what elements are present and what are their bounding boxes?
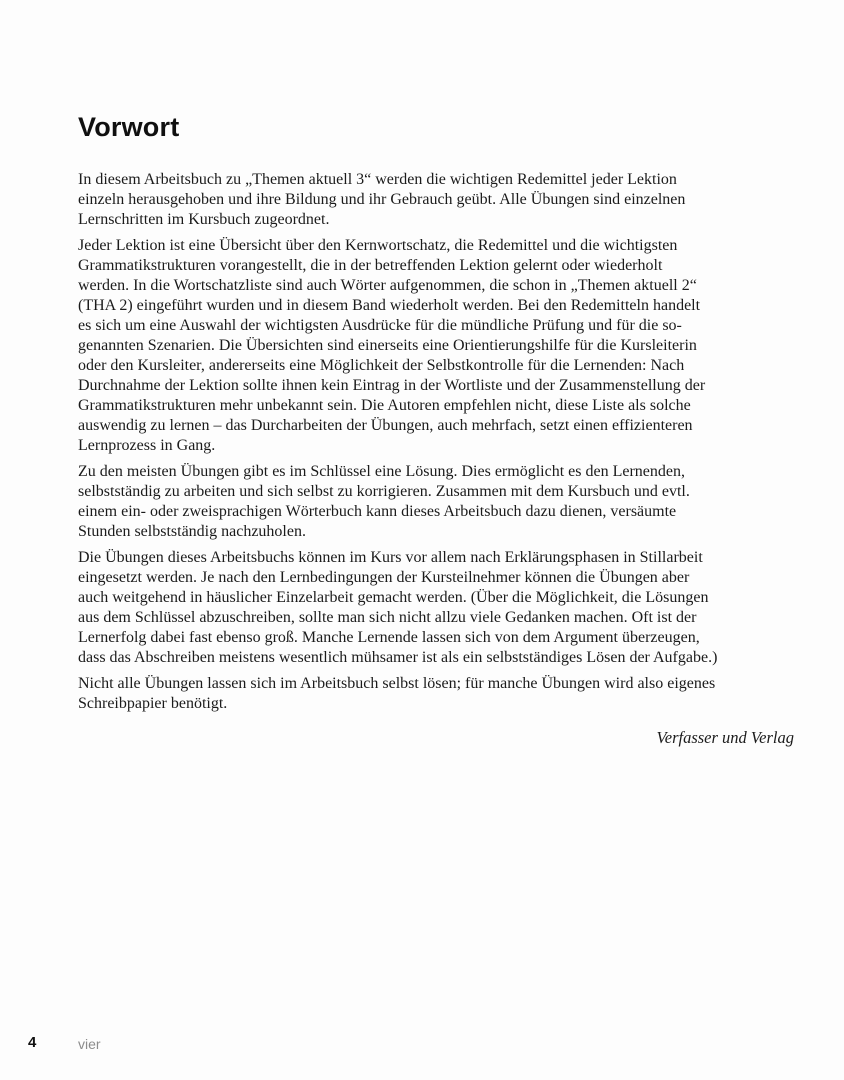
text-line: auch weitgehend in häuslicher Einzelarbeit gemacht werden. (Über die Möglichkeit, die Lösungen — [78, 589, 709, 606]
text-line: aus dem Schlüssel abzuschreiben, sollte man sich nicht allzu viele Gedanken machen. Oft ist der — [78, 609, 697, 626]
text-line: eingesetzt werden. Je nach den Lernbedingungen der Kursteilnehmer können die Übungen aber — [78, 569, 690, 586]
page-footer — [0, 1034, 844, 1054]
text-line: oder den Kursleiter, andererseits eine Möglichkeit der Selbstkontrolle für die Lernenden: Nach — [78, 357, 685, 374]
text-line: Lernschritten im Kursbuch zugeordnet. — [78, 211, 330, 228]
text-line: Grammatikstrukturen mehr unbekannt sein. Die Autoren empfehlen nicht, diese Liste als solche — [78, 397, 691, 414]
text-line: Durchnahme der Lektion sollte ihnen kein Eintrag in der Wortliste und der Zusammenstellung der — [78, 377, 706, 394]
text-line: Jeder Lektion ist eine Übersicht über den Kernwortschatz, die Redemittel und die wichtigsten — [78, 237, 678, 254]
page-title: Vorwort — [78, 112, 180, 142]
text-line: auswendig zu lernen – das Durcharbeiten der Übungen, auch mehrfach, setzt einen effizienteren — [78, 417, 693, 434]
paragraph — [78, 236, 794, 456]
text-line: Stunden selbstständig nachzuholen. — [78, 523, 306, 540]
text-line: Lernerfolg dabei fast ebenso groß. Manche Lernende lassen sich von dem Argument überzeugen, — [78, 629, 700, 646]
text-line: (THA 2) eingeführt wurden und in diesem Band wiederholt werden. Bei den Redemitteln handelt — [78, 297, 701, 314]
signature: Verfasser und Verlag — [656, 728, 794, 747]
text-line: werden. In die Wortschatzliste sind auch Wörter aufgenommen, die schon in „Themen aktuell 2“ — [78, 277, 697, 294]
page-number: 4 — [28, 1034, 37, 1051]
text-line: Grammatikstrukturen vorangestellt, die in der betreffenden Lektion gelernt oder wiederholt — [78, 257, 663, 274]
text-line: In diesem Arbeitsbuch zu „Themen aktuell 3“ werden die wichtigen Redemittel jeder Lektion — [78, 171, 677, 188]
page-number-word: vier — [78, 1036, 101, 1052]
text-line: es sich um eine Auswahl der wichtigsten Ausdrücke für die mündliche Prüfung und für die so- — [78, 317, 682, 334]
text-line: Zu den meisten Übungen gibt es im Schlüssel eine Lösung. Dies ermöglicht es den Lernenden, — [78, 463, 685, 480]
preface-body — [78, 170, 794, 748]
paragraph — [78, 548, 794, 668]
text-line: Nicht alle Übungen lassen sich im Arbeitsbuch selbst lösen; für manche Übungen wird also eigenes — [78, 675, 716, 692]
text-line: Die Übungen dieses Arbeitsbuchs können im Kurs vor allem nach Erklärungsphasen in Stillarbeit — [78, 549, 703, 566]
paragraph — [78, 462, 794, 542]
text-line: selbstständig zu arbeiten und sich selbst zu korrigieren. Zusammen mit dem Kursbuch und evtl. — [78, 483, 690, 500]
text-line: einzeln herausgehoben und ihre Bildung und ihr Gebrauch geübt. Alle Übungen sind einzelnen — [78, 191, 686, 208]
paragraph — [78, 674, 794, 714]
text-line: Schreibpapier benötigt. — [78, 695, 228, 712]
text-line: dass das Abschreiben meistens wesentlich mühsamer ist als ein selbstständiges Lösen der Aufgabe.) — [78, 649, 718, 666]
text-line: einem ein- oder zweisprachigen Wörterbuch kann dieses Arbeitsbuch dazu dienen, versäumte — [78, 503, 677, 520]
text-line: genannten Szenarien. Die Übersichten sind einerseits eine Orientierungshilfe für die Kursleiterin — [78, 337, 697, 354]
paragraph — [78, 170, 794, 230]
text-line: Lernprozess in Gang. — [78, 437, 216, 454]
